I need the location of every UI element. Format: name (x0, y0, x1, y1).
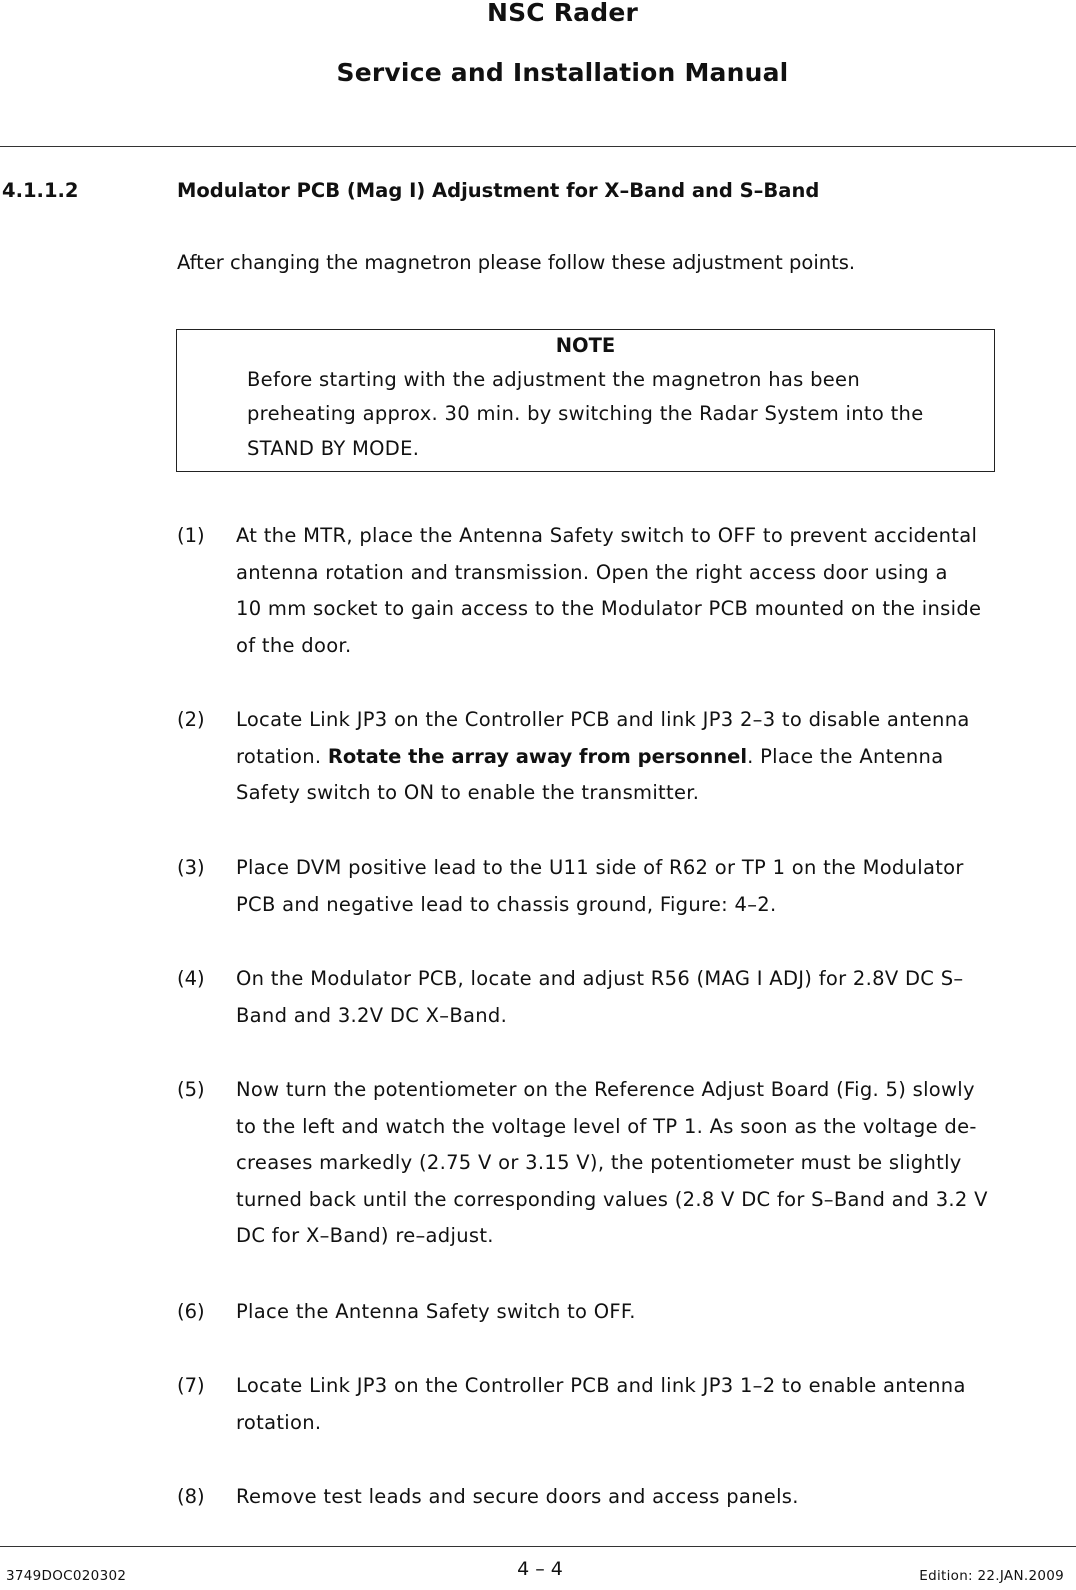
step-text-line: On the Modulator PCB, locate and adjust R56 (MAG I ADJ) for 2.8V DC S– (236, 967, 964, 990)
step-text-line: PCB and negative lead to chassis ground, Figure: 4–2. (236, 893, 777, 916)
header-divider (0, 146, 1076, 147)
step-text-line: 10 mm socket to gain access to the Modulator PCB mounted on the inside (236, 597, 982, 620)
step-text-pre: rotation. (236, 745, 328, 768)
step-text-line: Band and 3.2V DC X–Band. (236, 1004, 508, 1027)
step-number: (7) (177, 1374, 205, 1397)
page-number: 4 – 4 (517, 1558, 563, 1580)
document-title: NSC Rader (486, 0, 639, 27)
step-number: (5) (177, 1078, 205, 1101)
step-text-line: Place DVM positive lead to the U11 side of R62 or TP 1 on the Modulator (236, 856, 964, 879)
step-text-line: Now turn the potentiometer on the Reference Adjust Board (Fig. 5) slowly (236, 1078, 975, 1101)
footer-divider (0, 1546, 1076, 1547)
section-title: Modulator PCB (Mag I) Adjustment for X–Band and S–Band (177, 179, 820, 202)
document-subtitle: Service and Installation Manual (336, 58, 789, 87)
note-box (176, 329, 995, 472)
section-number: 4.1.1.2 (2, 179, 79, 202)
note-line: Before starting with the adjustment the magnetron has been (247, 368, 860, 391)
note-title: NOTE (555, 334, 616, 357)
step-text-line (236, 745, 943, 768)
step-text-line: turned back until the corresponding values (2.8 V DC for S–Band and 3.2 V (236, 1188, 988, 1211)
section-intro: After changing the magnetron please follow these adjustment points. (177, 251, 856, 274)
step-text-line: Remove test leads and secure doors and access panels. (236, 1485, 799, 1508)
step-text-line: Locate Link JP3 on the Controller PCB and link JP3 1–2 to enable antenna (236, 1374, 966, 1397)
step-number: (6) (177, 1300, 205, 1323)
step-text-line: DC for X–Band) re–adjust. (236, 1224, 494, 1247)
step-text-line: Locate Link JP3 on the Controller PCB and link JP3 2–3 to disable antenna (236, 708, 970, 731)
step-text-line: of the door. (236, 634, 352, 657)
step-text-post: . Place the Antenna (747, 745, 944, 768)
step-text-line: Safety switch to ON to enable the transmitter. (236, 781, 700, 804)
warning-emphasis: Rotate the array away from personnel (327, 745, 748, 768)
step-text-line: creases markedly (2.75 V or 3.15 V), the potentiometer must be slightly (236, 1151, 962, 1174)
step-text-line: At the MTR, place the Antenna Safety switch to OFF to prevent accidental (236, 524, 978, 547)
document-id: 3749DOC020302 (6, 1568, 127, 1584)
step-text-line: rotation. (236, 1411, 322, 1434)
step-text-line: antenna rotation and transmission. Open the right access door using a (236, 561, 948, 584)
note-line: STAND BY MODE. (247, 437, 420, 460)
step-number: (8) (177, 1485, 205, 1508)
step-number: (4) (177, 967, 205, 990)
edition-date: Edition: 22.JAN.2009 (919, 1568, 1064, 1584)
step-text-line: Place the Antenna Safety switch to OFF. (236, 1300, 636, 1323)
step-text-line: to the left and watch the voltage level of TP 1. As soon as the voltage de- (236, 1115, 977, 1138)
step-number: (1) (177, 524, 205, 547)
step-number: (2) (177, 708, 205, 731)
note-line: preheating approx. 30 min. by switching the Radar System into the (247, 402, 924, 425)
step-number: (3) (177, 856, 205, 879)
